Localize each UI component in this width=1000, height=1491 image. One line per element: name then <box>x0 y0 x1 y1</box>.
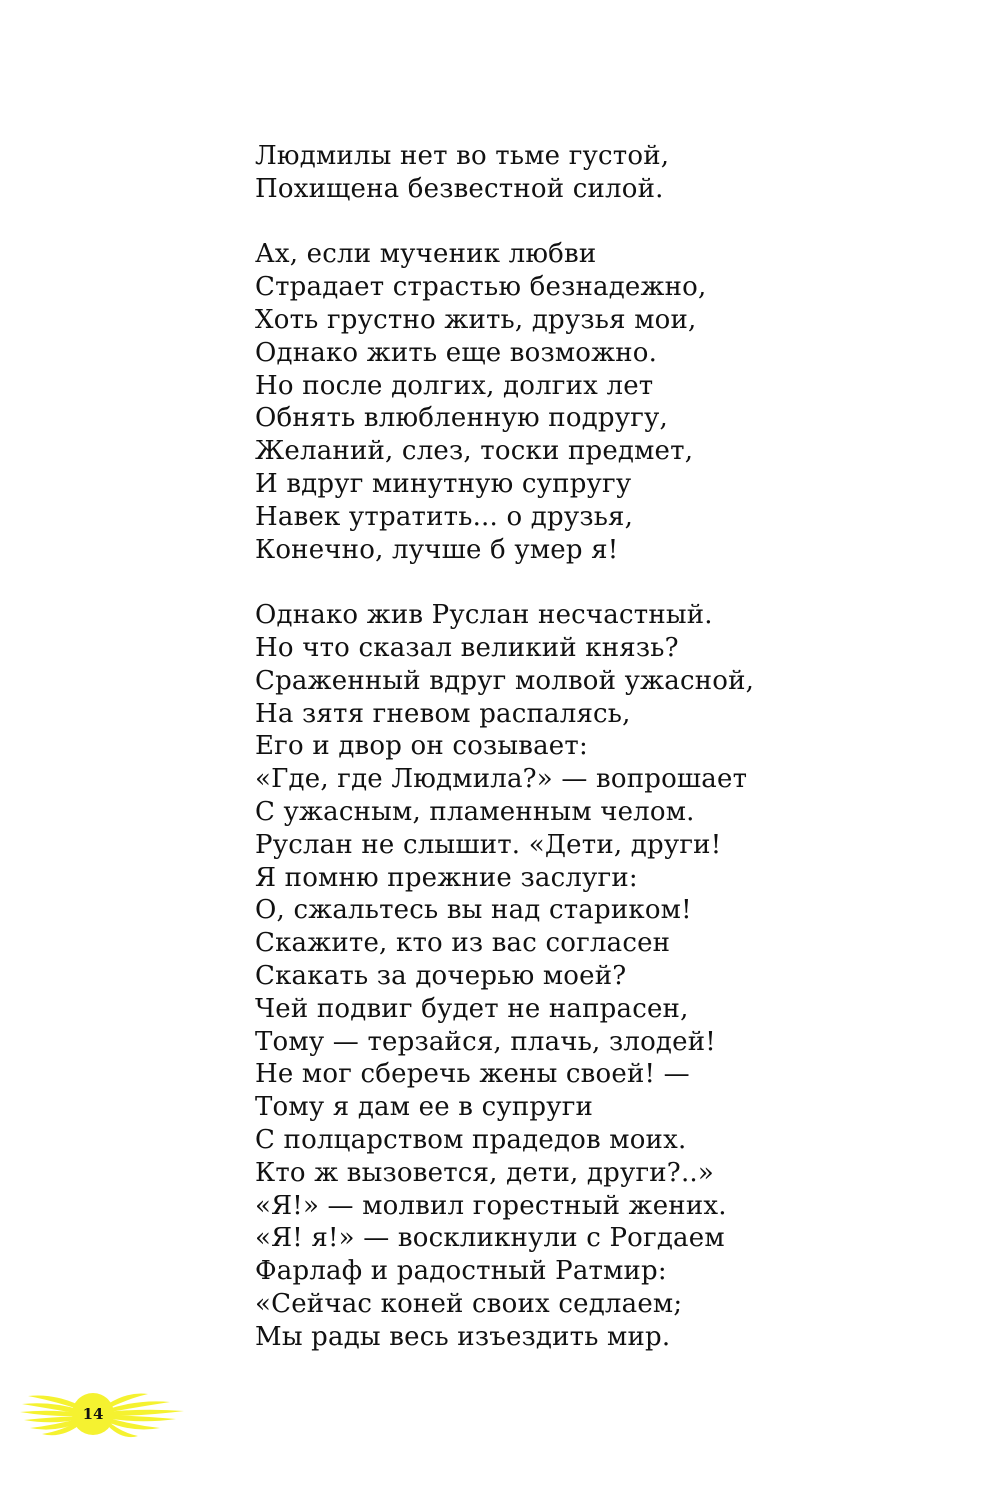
poem-line: Но после долгих, долгих лет <box>255 370 654 401</box>
poem-line: Я помню прежние заслуги: <box>255 862 638 893</box>
poem-line: Скажите, кто из вас согласен <box>255 928 671 959</box>
poem-line: Не мог сберечь жены своей! — <box>255 1059 690 1090</box>
poem-line: Скакать за дочерью моей? <box>255 960 627 991</box>
poem-line: И вдруг минутную супругу <box>255 468 632 499</box>
poem-line: Руслан не слышит. «Дети, други! <box>255 829 722 860</box>
poem-line: Хоть грустно жить, друзья мои, <box>255 304 697 335</box>
poem-line: Сраженный вдруг молвой ужасной, <box>255 665 755 696</box>
poem-text <box>255 140 955 1386</box>
poem-line: Страдает страстью безнадежно, <box>255 272 707 303</box>
poem-line: Ах, если мученик любви <box>255 239 597 270</box>
poem-line: Желаний, слез, тоски предмет, <box>255 436 694 467</box>
poem-line: Тому — терзайся, плачь, злодей! <box>255 1026 716 1057</box>
poem-line: Его и двор он созывает: <box>255 731 588 762</box>
poem-line: О, сжальтесь вы над стариком! <box>255 895 692 926</box>
poem-line: «Я!» — молвил горестный жених. <box>255 1190 727 1221</box>
poem-line: «Сейчас коней своих седлаем; <box>255 1288 683 1319</box>
poem-line: Людмилы нет во тьме густой, <box>255 141 670 171</box>
page-number: 14 <box>82 1405 104 1423</box>
stanza-3 <box>255 599 955 1353</box>
poem-line: На зятя гневом распалясь, <box>255 698 631 729</box>
poem-line: Однако жив Руслан несчастный. <box>255 600 713 631</box>
poem-line: Обнять влюбленную подругу, <box>255 403 669 434</box>
stanza-1 <box>255 140 955 206</box>
poem-line: Кто ж вызовется, дети, други?..» <box>255 1157 714 1188</box>
poem-line: С полцарством прадедов моих. <box>255 1124 687 1155</box>
poem-line: «Я! я!» — воскликнули с Рогдаем <box>255 1223 725 1254</box>
poem-line: Конечно, лучше б умер я! <box>255 534 619 565</box>
poem-line: Но что сказал великий князь? <box>255 632 679 663</box>
poem-line: С ужасным, пламенным челом. <box>255 796 695 827</box>
poem-line: «Где, где Людмила?» — вопрошает <box>255 764 748 795</box>
poem-line: Похищена безвестной силой. <box>255 173 664 204</box>
poem-line: Чей подвиг будет не напрасен, <box>255 993 689 1024</box>
stanza-2 <box>255 238 955 566</box>
poem-line: Мы рады весь изъездить мир. <box>255 1321 671 1352</box>
poem-line: Тому я дам ее в супруги <box>255 1092 594 1123</box>
poem-line: Навек утратить... о друзья, <box>255 501 634 532</box>
poem-line: Фарлаф и радостный Ратмир: <box>255 1256 667 1287</box>
poem-line: Однако жить еще возможно. <box>255 337 658 368</box>
